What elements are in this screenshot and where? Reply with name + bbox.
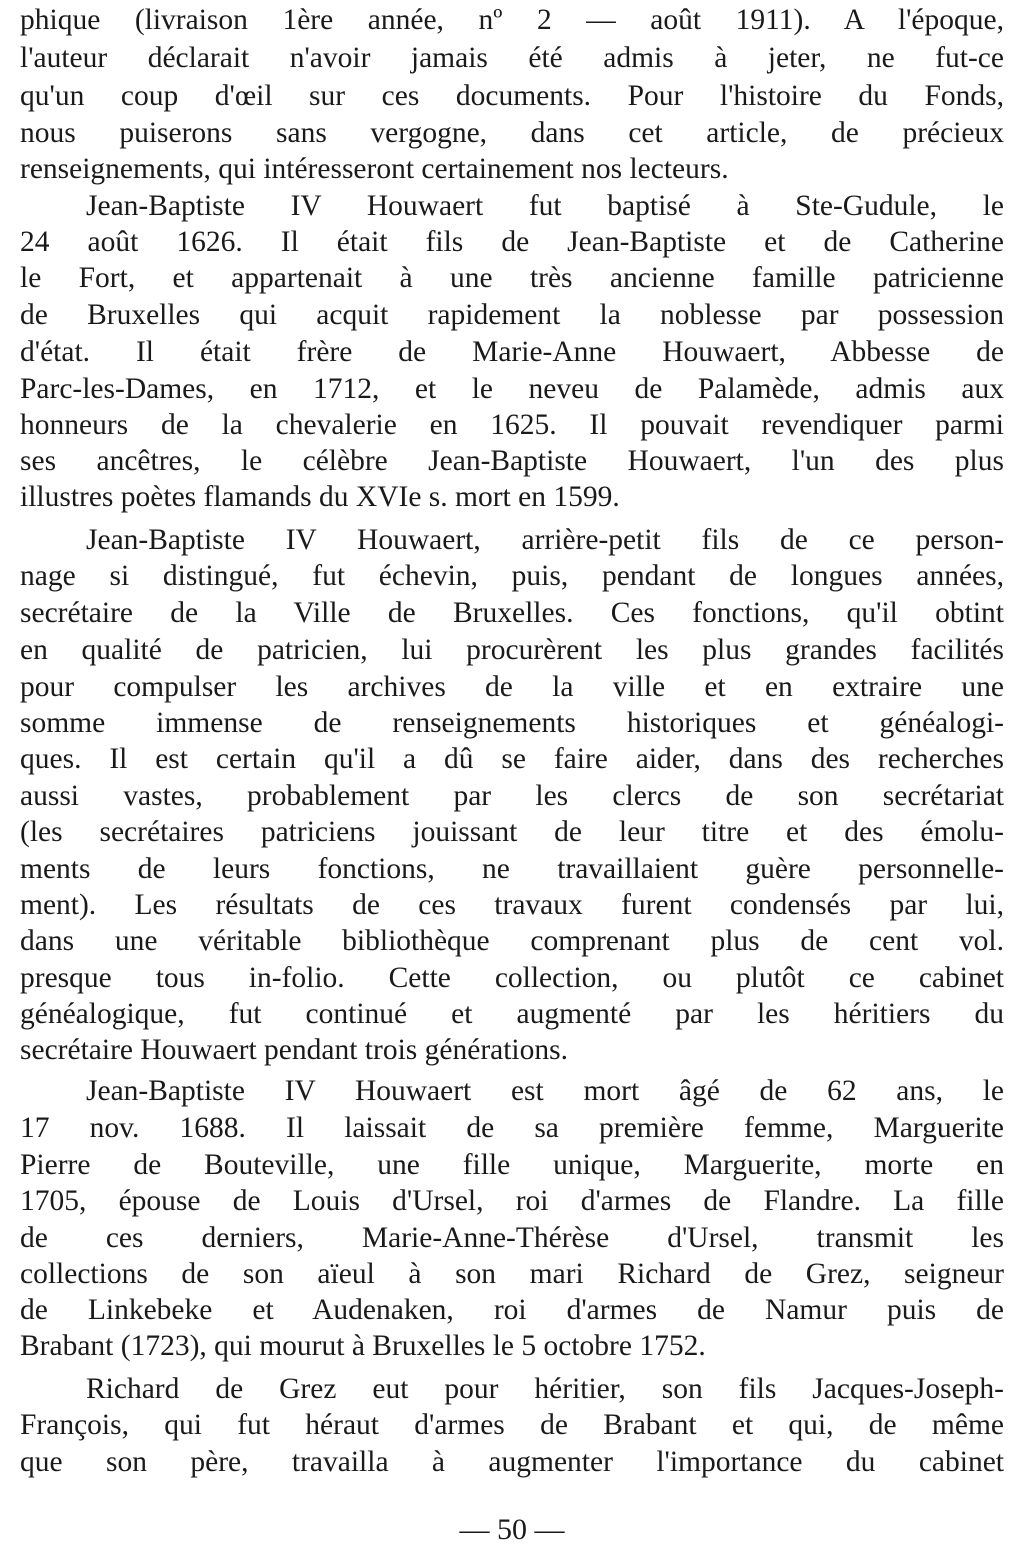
text-line: (les secrétaires patriciens jouissant de leur titre et des émolu-: [20, 816, 1004, 848]
text-line: illustres poètes flamands du XVIe s. mort en 1599.: [20, 481, 620, 513]
text-line: aussi vastes, probablement par les clercs de son secrétariat: [20, 780, 1004, 812]
text-line: Pierre de Bouteville, une fille unique, Marguerite, morte en: [20, 1149, 1004, 1181]
text-line: Brabant (1723), qui mourut à Bruxelles le 5 octobre 1752.: [20, 1330, 706, 1362]
text-line: ques. Il est certain qu'il a dû se faire aider, dans des recherches: [20, 743, 1004, 775]
text-line: ses ancêtres, le célèbre Jean-Baptiste Houwaert, l'un des plus: [20, 445, 1004, 477]
text-line: secrétaire de la Ville de Bruxelles. Ces fonctions, qu'il obtint: [20, 597, 1004, 629]
text-line: somme immense de renseignements historiques et généalogi-: [20, 707, 1004, 739]
text-line: collections de son aïeul à son mari Richard de Grez, seigneur: [20, 1258, 1004, 1290]
text-line: Richard de Grez eut pour héritier, son fils Jacques-Joseph-: [86, 1373, 1004, 1405]
text-line: dans une véritable bibliothèque comprenant plus de cent vol.: [20, 925, 1004, 957]
text-line: le Fort, et appartenait à une très ancienne famille patricienne: [20, 262, 1004, 294]
text-line: Parc-les-Dames, en 1712, et le neveu de Palamède, admis aux: [20, 373, 1004, 405]
text-line: 17 nov. 1688. Il laissait de sa première femme, Marguerite: [20, 1112, 1004, 1144]
text-line: 24 août 1626. Il était fils de Jean-Baptiste et de Catherine: [20, 226, 1004, 258]
text-line: Jean-Baptiste IV Houwaert est mort âgé de 62 ans, le: [86, 1075, 1004, 1107]
text-line: Jean-Baptiste IV Houwaert, arrière-petit fils de ce person-: [86, 524, 1004, 556]
text-line: d'état. Il était frère de Marie-Anne Houwaert, Abbesse de: [20, 336, 1004, 368]
text-line: renseignements, qui intéresseront certainement nos lecteurs.: [20, 153, 729, 185]
text-line: presque tous in-folio. Cette collection, ou plutôt ce cabinet: [20, 962, 1004, 994]
page-number: — 50 —: [459, 1513, 565, 1546]
text-line: Jean-Baptiste IV Houwaert fut baptisé à Ste-Gudule, le: [86, 190, 1004, 222]
text-line: généalogique, fut continué et augmenté par les héritiers du: [20, 998, 1004, 1030]
text-line: que son père, travailla à augmenter l'importance du cabinet: [20, 1446, 1004, 1478]
text-line: nous puiserons sans vergogne, dans cet article, de précieux: [20, 117, 1004, 149]
text-line: ment). Les résultats de ces travaux furent condensés par lui,: [20, 889, 1004, 921]
text-line: ments de leurs fonctions, ne travaillaient guère personnelle-: [20, 853, 1004, 885]
document-page: [20, 0, 1004, 1558]
text-line: en qualité de patricien, lui procurèrent les plus grandes facilités: [20, 634, 1004, 666]
text-line: nage si distingué, fut échevin, puis, pendant de longues années,: [20, 560, 1004, 592]
text-line: 1705, épouse de Louis d'Ursel, roi d'armes de Flandre. La fille: [20, 1185, 1004, 1217]
text-line: l'auteur déclarait n'avoir jamais été admis à jeter, ne fut-ce: [20, 42, 1004, 74]
text-line: honneurs de la chevalerie en 1625. Il pouvait revendiquer parmi: [20, 409, 1004, 441]
text-line: de Linkebeke et Audenaken, roi d'armes de Namur puis de: [20, 1294, 1004, 1326]
text-line: secrétaire Houwaert pendant trois générations.: [20, 1034, 568, 1066]
text-line: François, qui fut héraut d'armes de Brabant et qui, de même: [20, 1409, 1004, 1441]
text-line: de ces derniers, Marie-Anne-Thérèse d'Ursel, transmit les: [20, 1222, 1004, 1254]
text-line: qu'un coup d'œil sur ces documents. Pour l'histoire du Fonds,: [20, 80, 1004, 112]
text-line: pour compulser les archives de la ville et en extraire une: [20, 671, 1004, 703]
text-line: phique (livraison 1ère année, nº 2 — août 1911). A l'époque,: [20, 4, 1004, 36]
text-line: de Bruxelles qui acquit rapidement la noblesse par possession: [20, 299, 1004, 331]
